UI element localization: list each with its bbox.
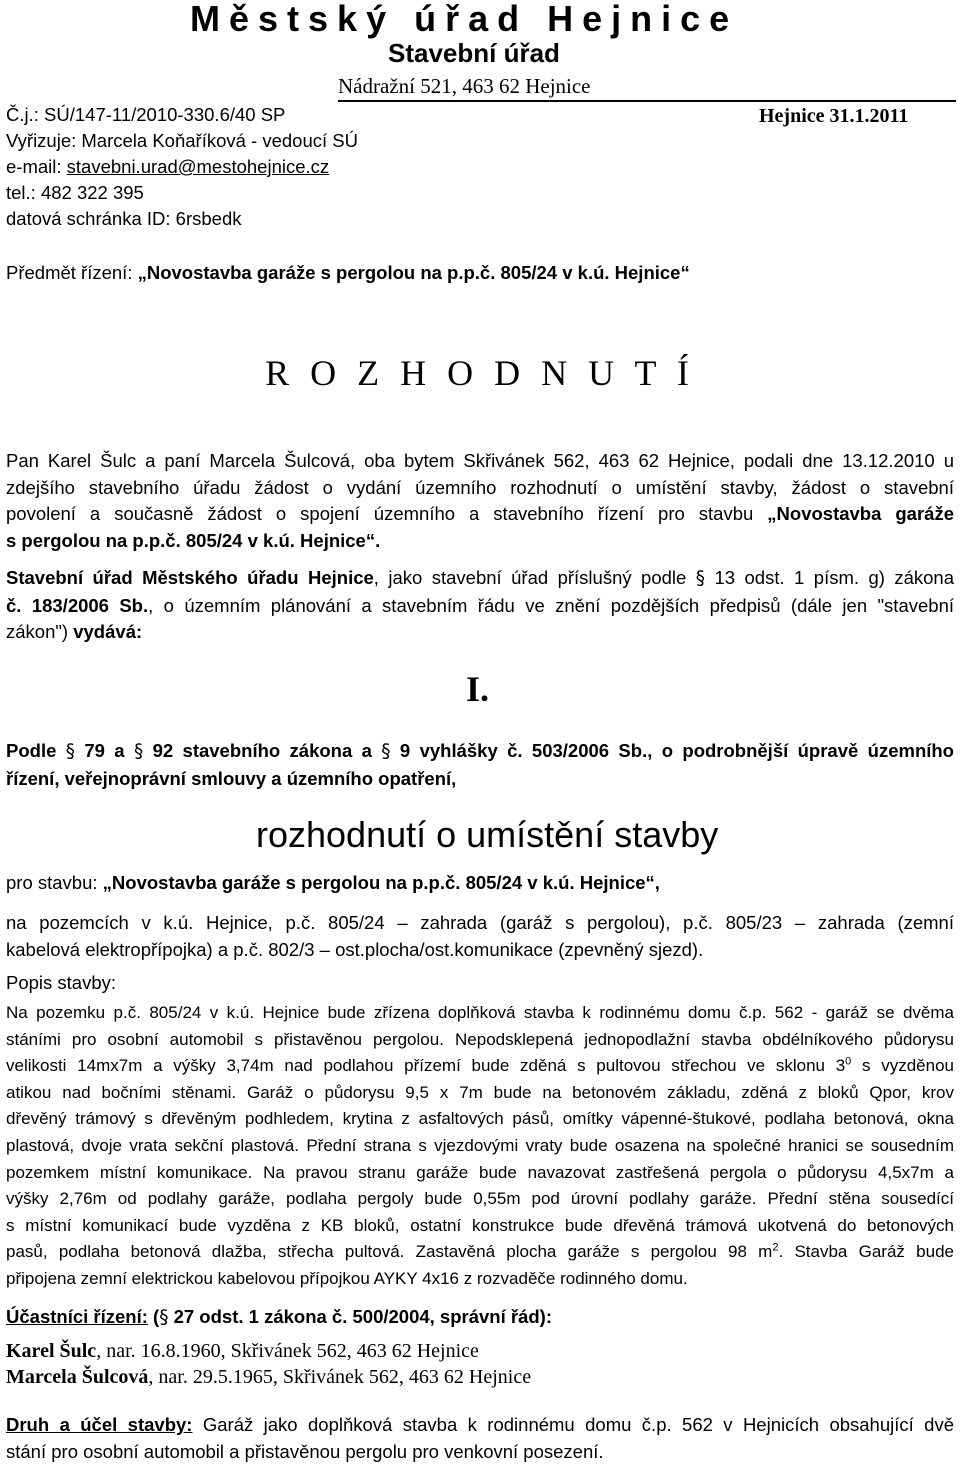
legal-basis-line: Podle § 79 a § 92 stavebního zákona a § 9 vyhlášky č. 503/2006 Sb., o podrobnější úpravě územního [6, 738, 954, 766]
participant-2: Marcela Šulcová, nar. 29.5.1965, Skřivánek 562, 463 62 Hejnice [6, 1366, 531, 1389]
section-number: I. [466, 668, 489, 710]
legal-basis [6, 738, 954, 792]
authority-line: zákon") vydává: [6, 619, 954, 646]
parcels [6, 910, 954, 963]
description-line: pozemkem místní komunikace. Na pravou stranu garáže bude navazovat zastřešená pergola o půdorysu 4,5x7m a [6, 1160, 954, 1187]
description-line: pasů, podlaha betonová dlažba, střecha pultová. Zastavěná plocha garáže s pergolou 98 $m^2$. Stavba Garáž bude [6, 1239, 954, 1266]
legal-basis-line: řízení, veřejnoprávní smlouvy a územního opatření, [6, 766, 954, 793]
subject-line [6, 262, 690, 284]
authority-line: č. 183/2006 Sb., o územním plánování a stavebním řádu ve znění pozdějších předpisů (dále jen "stavební [6, 593, 954, 620]
email-link[interactable]: stavebni.urad@mestohejnice.cz [67, 156, 330, 177]
subject-value: „Novostavba garáže s pergolou na p.p.č. 805/24 v k.ú. Hejnice“ [138, 262, 690, 283]
office-name: Městský úřad Hejnice [190, 0, 738, 40]
place-date: Hejnice 31.1.2011 [759, 105, 908, 128]
parcels-line: na pozemcích v k.ú. Hejnice, p.č. 805/24 – zahrada (garáž s pergolou), p.č. 805/23 – zahrada (zemní [6, 910, 954, 937]
participant-1: Karel Šulc, nar. 16.8.1960, Skřivánek 562, 463 62 Hejnice [6, 1340, 479, 1363]
email-label: e-mail: [6, 156, 67, 177]
purpose [6, 1412, 954, 1465]
phone: tel.: 482 322 395 [6, 182, 144, 204]
description-line: plastová, dvoje vrata sekční plastová. Přední strana s vjezdovými vraty bude osazena na společné hranici se sousedním [6, 1133, 954, 1160]
authority-paragraph [6, 565, 954, 646]
header-rule [338, 100, 956, 102]
description-heading: Popis stavby: [6, 972, 116, 994]
description-line: atikou nad bočními stěnami. Garáž o půdorysu 9,5 x 7m bude na betonovém základu, zděná z bloků Qpor, krov [6, 1080, 954, 1107]
authority-line: Stavební úřad Městského úřadu Hejnice, jako stavební úřad příslušný podle § 13 odst. 1 písm. g) zákona [6, 565, 954, 593]
purpose-line: Druh a účel stavby: Garáž jako doplňková stavba k rodinnému domu č.p. 562 v Hejnicích obsahující dvě [6, 1412, 954, 1439]
reference-number: Č.j.: SÚ/147-11/2010-330.6/40 SP [6, 104, 285, 126]
participants-heading: Účastníci řízení: (§ 27 odst. 1 zákona č. 500/2004, správní řád): [6, 1306, 552, 1328]
intro-paragraph [6, 448, 954, 554]
description-line: dřevěný trámový s dřevěným podhledem, krytina z asfaltových pásů, omítky vápenné-štukové, podlaha betonová, okna [6, 1106, 954, 1133]
for-building: pro stavbu: „Novostavba garáže s pergolou na p.p.č. 805/24 v k.ú. Hejnice“, [6, 872, 660, 894]
intro-line: povolení a současně žádost o spojení územního a stavebního řízení pro stavbu „Novostavba garáže [6, 501, 954, 528]
data-box: datová schránka ID: 6rsbedk [6, 208, 242, 230]
office-address: Nádražní 521, 463 62 Hejnice [338, 74, 591, 99]
decision-heading: rozhodnutí o umístění stavby [256, 814, 718, 856]
intro-line: Pan Karel Šulc a paní Marcela Šulcová, oba bytem Skřivánek 562, 463 62 Hejnice, podali dne 13.12.2010 u [6, 448, 954, 475]
purpose-line: stání pro osobní automobil a přistavěnou pergolu pro venkovní posezení. [6, 1439, 954, 1465]
description-line: výšky 2,76m od podlahy garáže, podlaha pergoly bude 0,55m pod úrovní podlahy garáže. Přední stěna sousedící [6, 1186, 954, 1213]
parcels-line: kabelová elektropřípojka) a p.č. 802/3 – ost.plocha/ost.komunikace (zpevněný sjezd). [6, 937, 954, 964]
email-line [6, 156, 329, 178]
department-name: Stavební úřad [388, 38, 560, 69]
intro-line: s pergolou na p.p.č. 805/24 v k.ú. Hejnice“. [6, 528, 954, 555]
intro-line: zdejšího stavebního úřadu žádost o vydání územního rozhodnutí o umístění stavby, žádost o stavební [6, 475, 954, 502]
document-title: R O Z H O D N U T Í [0, 352, 960, 394]
description-line: stáními pro osobní automobil s přistavěnou pergolou. Nepodsklepená jednopodlažní stavba obdélníkového půdorysu [6, 1027, 954, 1054]
description-line: připojena zemní elektrickou kabelovou přípojkou AYKY 4x16 z rozvaděče rodinného domu. [6, 1266, 954, 1293]
subject-label: Předmět řízení: [6, 262, 138, 283]
description-line: s místní komunikací bude vyzděna z KB bloků, ostatní konstrukce bude dřevěná trámová ukotvená do betonových [6, 1213, 954, 1240]
handled-by: Vyřizuje: Marcela Koňaříková - vedoucí SÚ [6, 130, 358, 152]
description-line: Na pozemku p.č. 805/24 v k.ú. Hejnice bude zřízena doplňková stavba k rodinnému domu č.p. 562 - garáž se dvěma [6, 1000, 954, 1027]
description-line: velikosti 14mx7m a výšky 3,74m nad podlahou přízemí bude zděná s pultovou střechou ve sklonu $3^0$ s vyzděnou [6, 1053, 954, 1080]
description-body [6, 1000, 954, 1293]
